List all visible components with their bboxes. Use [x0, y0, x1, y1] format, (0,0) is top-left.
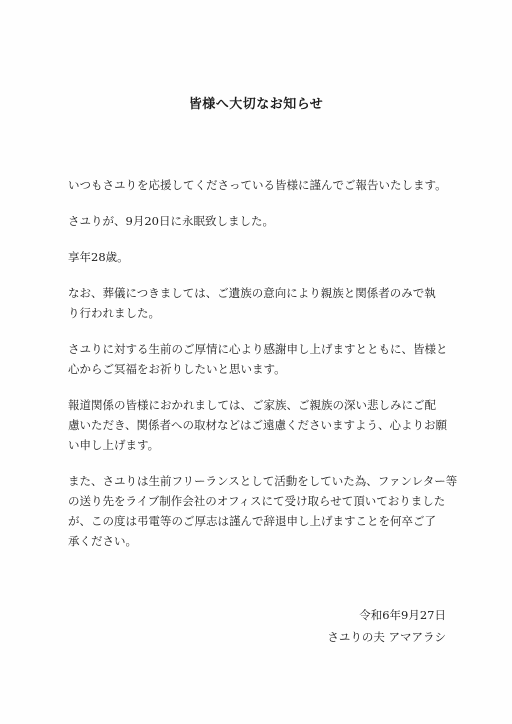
paragraph-line: 報道関係の皆様におかれましては、ご家族、ご親族の深い悲しみにご配	[68, 398, 436, 412]
paragraph-6	[68, 395, 448, 455]
paragraph-line: が、この度は弔電等のご厚志は謹んで辞退申し上げますことを何卒ご了	[68, 514, 436, 528]
paragraph-line: 心からご冥福をお祈りしたいと思います。	[68, 362, 286, 376]
paragraph-line: さユりが、9月20日に永眠致しました。	[68, 214, 274, 228]
paragraph-1	[68, 175, 448, 195]
paragraph-3	[68, 247, 448, 267]
paragraph-line: の送り先をライブ制作会社のオフィスにて受け取らせて頂いておりました	[68, 494, 446, 508]
paragraph-line: 享年28歳。	[68, 250, 129, 264]
paragraph-7	[68, 471, 458, 551]
paragraph-5	[68, 339, 448, 379]
paragraph-line: り行われました。	[68, 306, 160, 320]
paragraph-line: いつもさユりを応援してくださっている皆様に謹んでご報告いたします。	[68, 178, 447, 192]
paragraph-4	[68, 283, 448, 323]
paragraph-line: なお、葬儀につきましては、ご遺族の意向により親族と関係者のみで執	[68, 286, 436, 300]
paragraph-line: 慮いただき、関係者への取材などはご遠慮くださいますよう、心よりお願	[68, 418, 448, 432]
signature-name: さユりの夫 アマアラシ	[327, 630, 446, 644]
paragraph-line: 承ください。	[68, 534, 137, 548]
signature-date: 令和6年9月27日	[359, 608, 446, 622]
paragraph-line: い申し上げます。	[68, 438, 160, 452]
paragraph-line: さユりに対する生前のご厚情に心より感謝申し上げますとともに、皆様と	[68, 342, 448, 356]
signature-block	[327, 604, 446, 648]
paragraph-line: また、さユりは生前フリーランスとして活動をしていた為、ファンレター等	[68, 474, 458, 488]
paragraph-2	[68, 211, 448, 231]
announcement-body	[68, 175, 458, 567]
announcement-title: 皆様へ大切なお知らせ	[188, 97, 324, 112]
